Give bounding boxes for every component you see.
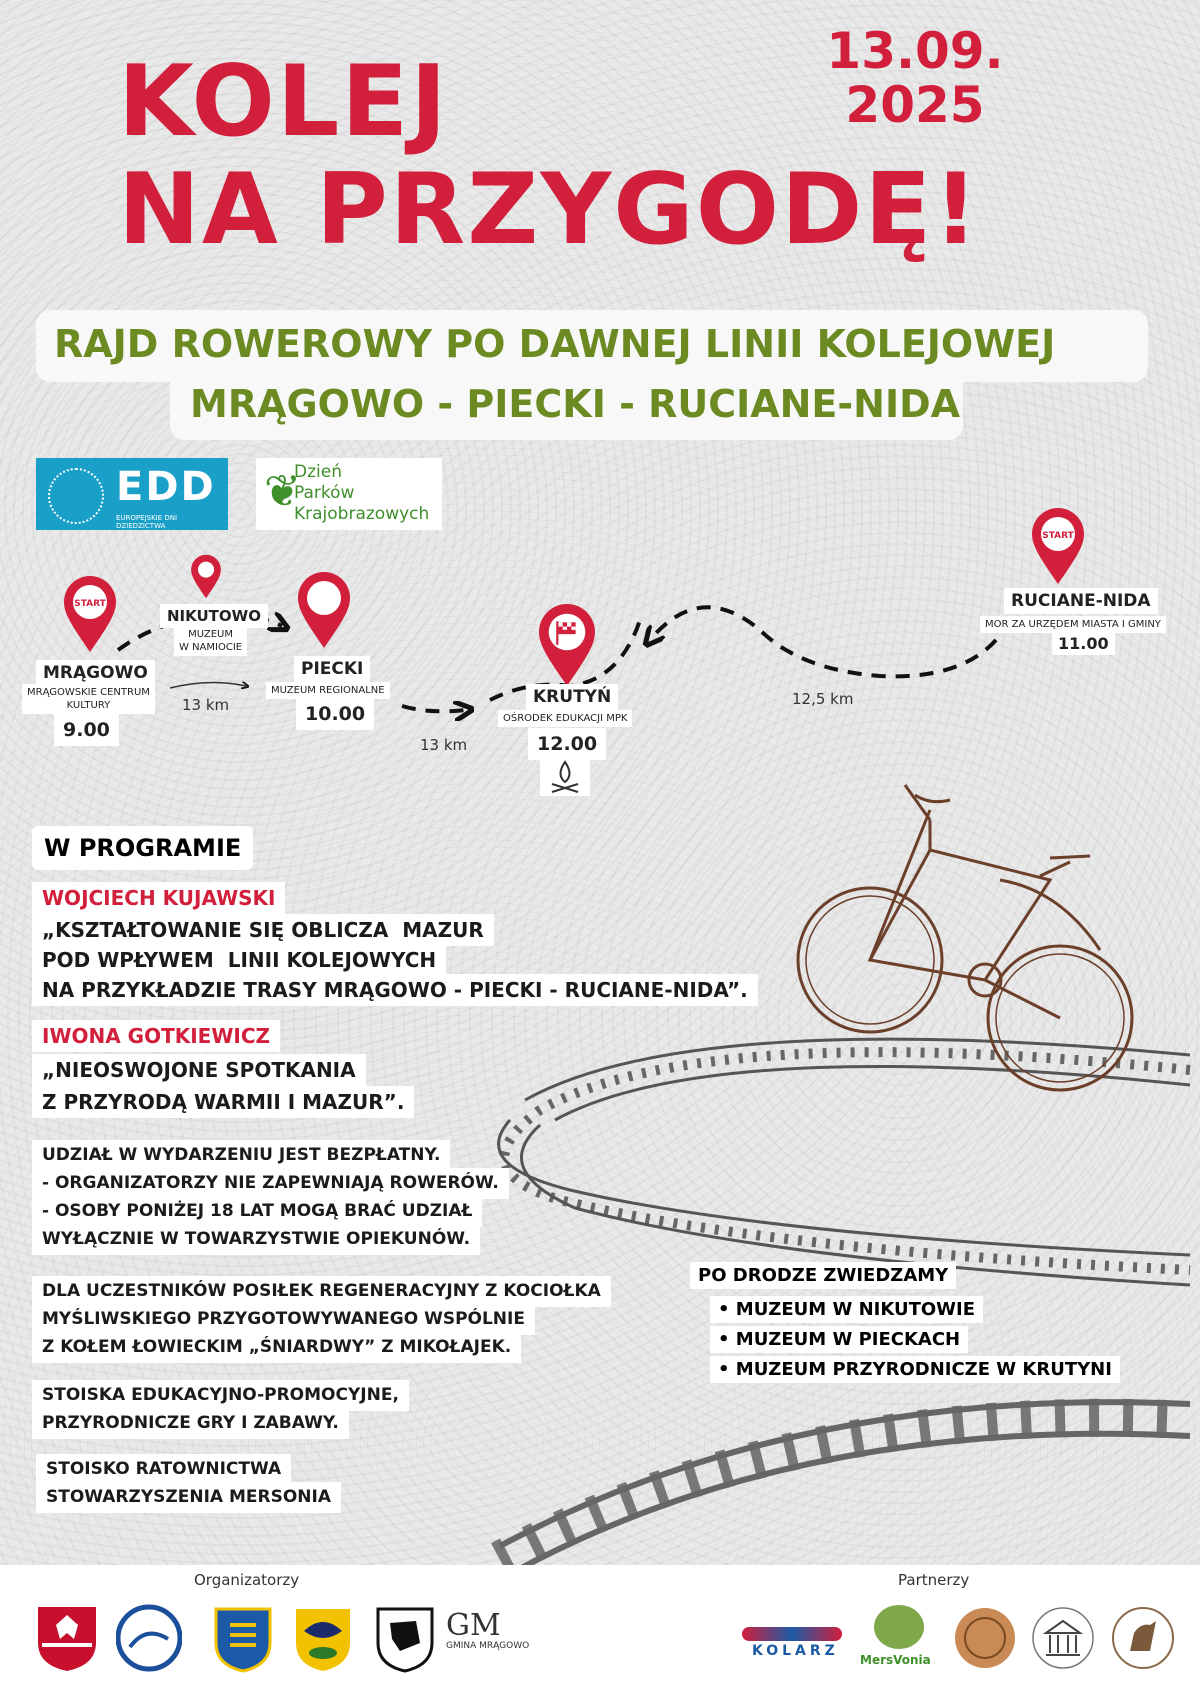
gm-logo-text: GMINA MRĄGOWO (446, 1641, 530, 1651)
program-heading: W PROGRAMIE (32, 826, 253, 870)
stop-mragowo-name: MRĄGOWO (36, 660, 155, 686)
talk-2-line: Z PRZYRODĄ WARMII I MAZUR”. (32, 1086, 414, 1118)
distance-arrow (170, 682, 246, 688)
talk-1-line: POD WPŁYWEM LINII KOLEJOWYCH (32, 944, 446, 976)
stop-ruciane-venue: MOR ZA URZĘDEM MIASTA I GMINY (980, 616, 1166, 633)
speaker-2-name: IWONA GOTKIEWICZ (32, 1020, 280, 1052)
info-line: Z KOŁEM ŁOWIECKIM „ŚNIARDWY” Z MIKOŁAJEK. (32, 1332, 521, 1363)
info-line: PRZYRODNICZE GRY I ZABAWY. (32, 1408, 349, 1439)
title-line-1: KOLEJ (118, 45, 449, 159)
date-year: 2025 (845, 76, 985, 134)
stop-ruciane-name: RUCIANE-NIDA (1004, 588, 1158, 614)
distance-label: 13 km (420, 736, 468, 754)
talk-1-line: „KSZTAŁTOWANIE SIĘ OBLICZA MAZUR (32, 914, 494, 946)
footer (0, 1565, 1200, 1697)
subtitle-line-2: MRĄGOWO - PIECKI - RUCIANE-NIDA (190, 382, 961, 426)
dpk-line-2: Parków (294, 483, 355, 503)
gmina-mragowo-logo (446, 1608, 536, 1661)
route-segment-4 (650, 607, 996, 676)
svg-text:START: START (1042, 531, 1074, 541)
date-day-month: 13.09. (826, 22, 1004, 80)
town-crest-icon (290, 1603, 356, 1673)
kolarz-logo-waves (742, 1627, 842, 1641)
stop-mragowo-time: 9.00 (54, 714, 119, 746)
organizers-label: Organizatorzy (194, 1571, 300, 1589)
info-line: STOWARZYSZENIA MERSONIA (36, 1482, 341, 1513)
partners-label: Partnerzy (898, 1571, 970, 1589)
visit-list-item-text: MUZEUM PRZYRODNICZE W KRUTYNI (735, 1359, 1112, 1380)
info-line: UDZIAŁ W WYDARZENIU JEST BEZPŁATNY. (32, 1140, 450, 1171)
info-line: STOISKO RATOWNICTWA (36, 1454, 291, 1485)
stop-piecki-name: PIECKI (294, 656, 370, 682)
stop-piecki-time: 10.00 (296, 698, 374, 730)
talk-2-line: „NIEOSWOJONE SPOTKANIA (32, 1054, 366, 1086)
info-line: DLA UCZESTNIKÓW POSIŁEK REGENERACYJNY Z KOCIOŁKA (32, 1276, 611, 1307)
tree-icon (874, 1605, 924, 1649)
visit-list-item: • MUZEUM W NIKUTOWIE (710, 1296, 983, 1323)
map-pin-icon (296, 572, 352, 650)
visit-list-item: • MUZEUM W PIECKACH (710, 1326, 968, 1353)
kolarz-logo-text: KOLARZ (752, 1643, 839, 1659)
info-line: WYŁĄCZNIE W TOWARZYSTWIE OPIEKUNÓW. (32, 1224, 480, 1255)
talk-1-line: NA PRZYKŁADZIE TRASY MRĄGOWO - PIECKI - RUCIANE-NIDA”. (32, 974, 758, 1006)
dpk-line-3: Krajobrazowych (294, 504, 430, 524)
mersonia-logo-text: MersVonia (860, 1653, 931, 1667)
speaker-1-name: WOJCIECH KUJAWSKI (32, 882, 285, 914)
mersonia-logo (860, 1605, 940, 1675)
stop-piecki-venue: MUZEUM REGIONALNE (266, 682, 390, 699)
info-line: MYŚLIWSKIEGO PRZYGOTOWYWANEGO WSPÓLNIE (32, 1304, 535, 1335)
museum-building-icon (1030, 1603, 1096, 1673)
distance-label: 12,5 km (792, 690, 854, 708)
voivodeship-crest-icon (34, 1603, 100, 1673)
kolarz-logo (742, 1627, 842, 1663)
edd-logo-subtext: EUROPEJSKIE DNI DZIEDZICTWA (116, 514, 178, 530)
visit-list-title: PO DRODZE ZWIEDZAMY (690, 1262, 956, 1289)
county-crest-icon (210, 1603, 276, 1673)
horse-logo-icon (1110, 1603, 1176, 1673)
map-pin-icon (1030, 508, 1086, 586)
info-line: - ORGANIZATORZY NIE ZAPEWNIAJĄ ROWERÓW. (32, 1168, 509, 1199)
subtitle-box-2 (170, 368, 963, 440)
stop-krutyn-venue: OŚRODEK EDUKACJI MPK (498, 710, 632, 727)
visit-list-item-text: MUZEUM W NIKUTOWIE (735, 1299, 976, 1320)
distance-label: 13 km (182, 696, 230, 714)
map-pin-icon (190, 554, 222, 600)
landscape-park-logo-icon (116, 1603, 182, 1673)
partner-seal-icon (952, 1603, 1018, 1673)
leaf-icon: ❦ (264, 466, 301, 517)
gm-monogram: GM (446, 1608, 501, 1643)
svg-text:START: START (74, 599, 106, 609)
info-line: STOISKA EDUKACYJNO-PROMOCYJNE, (32, 1380, 409, 1411)
route-map (0, 500, 1200, 820)
municipality-crest-icon (372, 1603, 438, 1673)
stop-nikutowo-venue: MUZEUM W NAMIOCIE (174, 626, 247, 656)
subtitle-line-1: RAJD ROWEROWY PO DAWNEJ LINII KOLEJOWEJ (54, 322, 1056, 366)
title-line-2: NA PRZYGODĘ! (118, 153, 981, 267)
finish-flag-pin-icon (536, 604, 598, 688)
dpk-line-1: Dzień (294, 462, 342, 482)
stop-mragowo-venue: MRĄGOWSKIE CENTRUM KULTURY (22, 684, 155, 714)
stop-krutyn-time: 12.00 (528, 728, 606, 760)
route-segment-2 (402, 706, 466, 711)
visit-list-item: • MUZEUM PRZYRODNICZE W KRUTYNI (710, 1356, 1120, 1383)
visit-list-item-text: MUZEUM W PIECKACH (735, 1329, 961, 1350)
map-pin-icon (62, 576, 118, 654)
edd-logo-text: EDD (116, 464, 216, 510)
stop-nikutowo-name: NIKUTOWO (160, 604, 268, 628)
stop-krutyn-name: KRUTYŃ (526, 684, 618, 710)
bicycle-illustration (798, 785, 1132, 1090)
stop-ruciane-time: 11.00 (1052, 632, 1115, 655)
info-line: - OSOBY PONIŻEJ 18 LAT MOGĄ BRAĆ UDZIAŁ (32, 1196, 482, 1227)
event-date (790, 24, 1040, 132)
